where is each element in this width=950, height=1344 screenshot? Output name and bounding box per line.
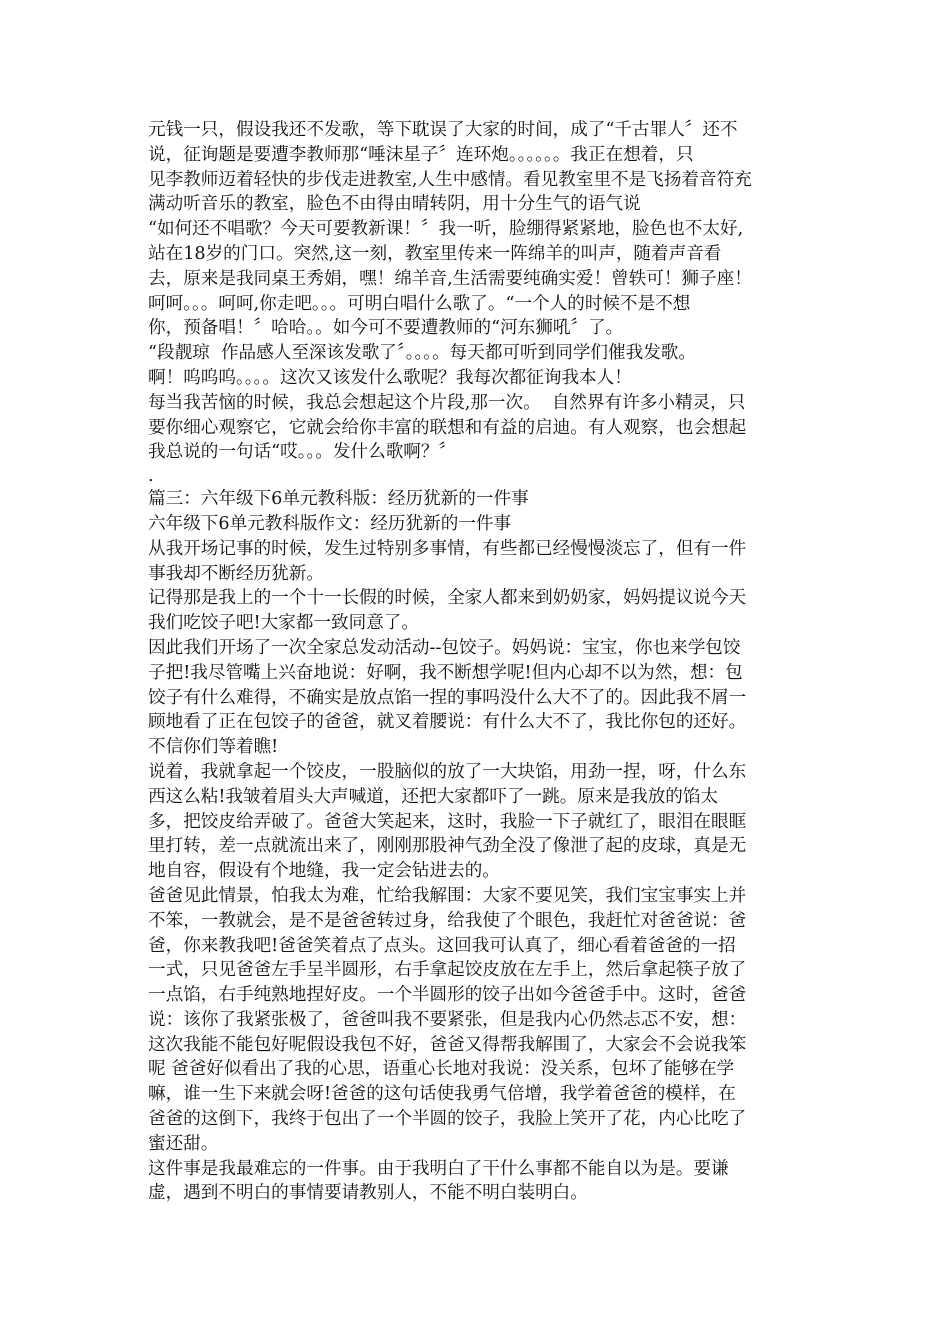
text-line: 每当我苦恼的时候，我总会想起这个片段,那一次。 自然界有许多小精灵，只	[148, 392, 746, 413]
text-line: 子把!我尽管嘴上兴奋地说：好啊，我不断想学呢!但内心却不以为然，想：包	[148, 662, 743, 683]
text-line: 蜜还甜。	[148, 1133, 219, 1154]
text-line: 饺子有什么难得，不确实是放点馅一捏的事吗没什么大不了的。因此我不屑一	[148, 687, 747, 708]
text-line: 我总说的一句话“哎。。。发什么歌啊？〞	[148, 442, 457, 463]
text-line: 满动听音乐的教室，脸色不由得由晴转阴，用十分生气的语气说	[148, 194, 641, 215]
text-line: 说：该你了我紧张极了，爸爸叫我不要紧张，但是我内心仍然忐忑不安，想：	[148, 1009, 747, 1030]
text-line: 里打转，差一点就流出来了，刚刚那股神气劲全没了像泄了起的皮球，真是无	[148, 836, 747, 857]
text-line: 说着，我就拿起一个饺皮，一股脑似的放了一大块馅，用劲一捏，呀，什么东	[148, 761, 747, 782]
text-line: 要你细心观察它，它就会给你丰富的联想和有益的启迪。有人观察，也会想起	[148, 417, 747, 438]
text-line: 说，征询题是要遭李教师那“唾沫星子〞连环炮。。。。。。我正在想着，只	[148, 144, 694, 165]
text-line: 顾地看了正在包饺子的爸爸，就叉着腰说：有什么大不了，我比你包的还好。	[148, 712, 747, 733]
text-line: 元钱一只，假设我还不发歌，等下耽误了大家的时间，成了“千古罪人〞还不	[148, 120, 738, 140]
text-line: 呵呵。。。呵呵,你走吧。。。可明白唱什么歌了。“一个人的时候不是不想	[148, 293, 691, 314]
text-line: 啊！呜呜呜。。。。这次又该发什么歌呢？我每次都征询我本人！	[148, 367, 632, 388]
text-line: 多，把饺皮给弄破了。爸爸大笑起来，这时，我脸一下子就红了，眼泪在眼眶	[148, 811, 747, 832]
text-line: 见李教师迈着轻快的步伐走进教室,人生中感情。看见教室里不是飞扬着音符充	[148, 169, 752, 190]
text-line: 不笨，一教就会，是不是爸爸转过身，给我使了个眼色，我赶忙对爸爸说：爸	[148, 910, 747, 931]
text-line: 一式，只见爸爸左手呈半圆形，右手拿起饺皮放在左手上，然后拿起筷子放了	[148, 960, 747, 981]
text-line: 嘛，谁一生下来就会呀!爸爸的这句话使我勇气倍增，我学着爸爸的模样，在	[148, 1084, 736, 1105]
document-body	[148, 118, 808, 1206]
text-line: 一点馅，右手纯熟地捏好皮。一个半圆形的饺子出如今爸爸手中。这时，爸爸	[148, 985, 747, 1006]
text-line: 不信你们等着瞧!	[148, 737, 279, 758]
text-line: “段靓琼 作品感人至深该发歌了〞。。。。每天都可听到同学们催我发歌。	[148, 343, 696, 364]
text-line: 从我开场记事的时候，发生过特别多事情，有些都已经慢慢淡忘了，但有一件	[148, 538, 747, 559]
text-line: 站在18岁的门口。突然,这一刻，教室里传来一阵绵羊的叫声，随着声音看	[148, 243, 722, 264]
text-line: 虚，遇到不明白的事情要请教别人，不能不明白装明白。	[148, 1183, 588, 1204]
text-line: 呢 爸爸好似看出了我的心思，语重心长地对我说：没关系，包坏了能够在学	[148, 1059, 735, 1080]
text-line: 西这么粘!我皱着眉头大声喊道，还把大家都吓了一跳。原来是我放的馅太	[148, 786, 719, 807]
separator-dot: .	[148, 466, 154, 487]
text-line: “如何还不唱歌？今天可要教新课！〞我一听，脸绷得紧紧地，脸色也不太好,	[148, 219, 744, 240]
text-line: 这次我能不能包好呢假设我包不好，爸爸又得帮我解围了，大家会不会说我笨	[148, 1034, 747, 1055]
text-line: 爸，你来教我吧!爸爸笑着点了点头。这回我可认真了，细心看着爸爸的一招	[148, 935, 736, 956]
text-line: 我们吃饺子吧!大家都一致同意了。	[148, 613, 419, 634]
text-line: 爸爸见此情景，怕我太为难，忙给我解围：大家不要见笑，我们宝宝事实上并	[148, 885, 747, 906]
text-line: 你，预备唱！〞哈哈。。如今可不要遭教师的“河东狮吼〞了。	[148, 318, 624, 339]
text-line: 这件事是我最难忘的一件事。由于我明白了干什么事都不能自以为是。要谦	[148, 1158, 729, 1179]
essay-title: 六年级下6单元教科版作文：经历犹新的一件事	[148, 513, 512, 534]
text-line: 爸爸的这倒下，我终于包出了一个半圆的饺子，我脸上笑开了花，内心比吃了	[148, 1109, 747, 1130]
text-line: 因此我们开场了一次全家总发动活动--包饺子。妈妈说：宝宝，你也来学包饺	[148, 637, 741, 658]
text-line: 去，原来是我同桌王秀娟，嘿！绵羊音,生活需要纯确实爱！曾轶可！狮子座！	[148, 268, 752, 289]
text-line: 事我却不断经历犹新。	[148, 563, 324, 584]
section-heading: 篇三：六年级下6单元教科版：经历犹新的一件事	[148, 489, 529, 510]
text-line: 记得那是我上的一个十一长假的时候，全家人都来到奶奶家，妈妈提议说今天	[148, 588, 747, 609]
text-line: 地自容，假设有个地缝，我一定会钻进去的。	[148, 861, 500, 882]
